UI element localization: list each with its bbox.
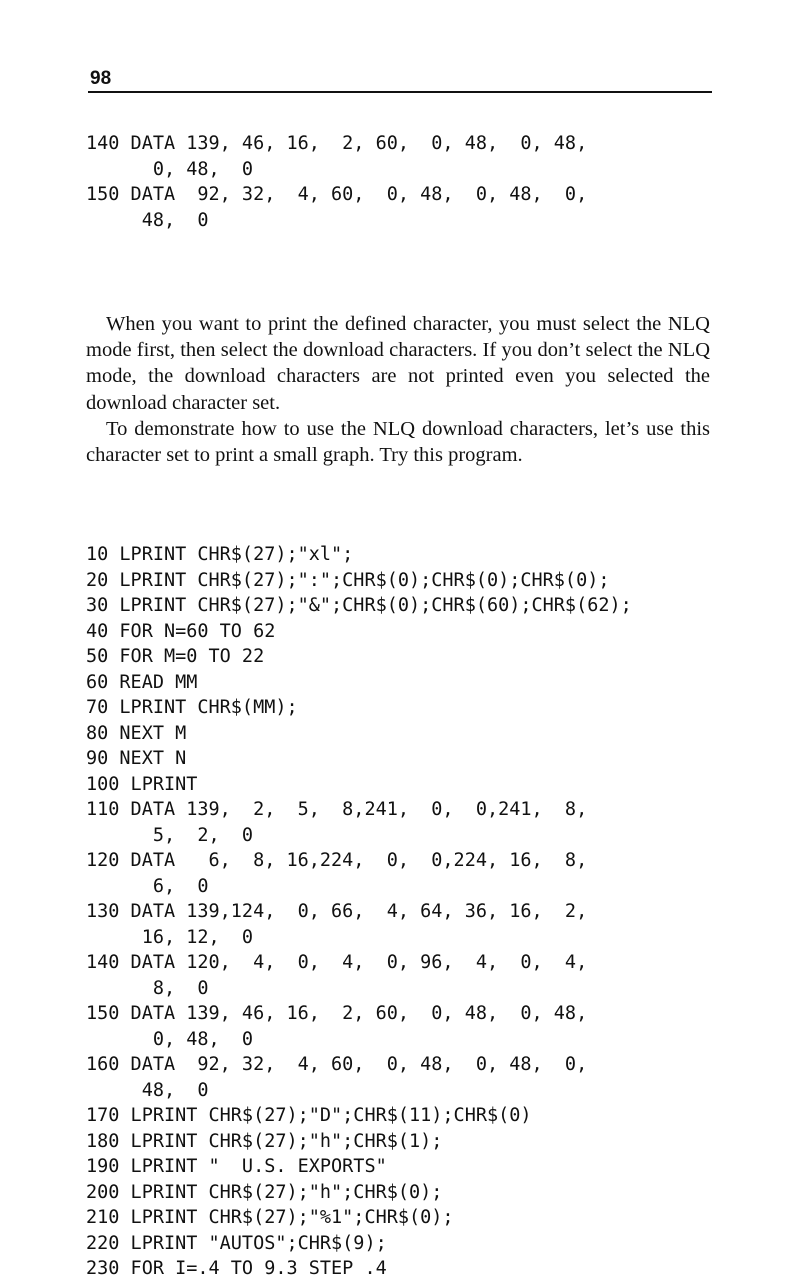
- header-rule: [88, 91, 712, 93]
- code-block-main: [86, 542, 632, 1282]
- code-line: 90 NEXT N: [86, 748, 187, 769]
- code-line: 220 LPRINT "AUTOS";CHR$(9);: [86, 1232, 387, 1254]
- paragraph: When you want to print the defined character, you must select the NLQ mode first, then select the download characters. If you don’t select the NLQ mode, the download characters are not printed even you selected the download character set.: [86, 313, 710, 414]
- code-line: 160 DATA 92, 32, 4, 60, 0, 48, 0, 48, 0,: [86, 1054, 588, 1075]
- code-line: 120 DATA 6, 8, 16,224, 0, 0,224, 16, 8,: [86, 850, 588, 871]
- code-line: 30 LPRINT CHR$(27);"&";CHR$(0);CHR$(60);CHR$(62);: [86, 595, 632, 616]
- code-line: 100 LPRINT: [86, 773, 198, 795]
- code-line: 170 LPRINT CHR$(27);"D";CHR$(11);CHR$(0): [86, 1105, 532, 1126]
- code-line: 180 LPRINT CHR$(27);"h";CHR$(1);: [86, 1130, 443, 1152]
- code-line: 80 NEXT M: [86, 722, 187, 744]
- code-line: 5, 2, 0: [86, 824, 254, 846]
- code-line: 130 DATA 139,124, 0, 66, 4, 64, 36, 16, 2,: [86, 901, 588, 922]
- code-line: 150 DATA 92, 32, 4, 60, 0, 48, 0, 48, 0,: [86, 184, 588, 205]
- code-line: 190 LPRINT " U.S. EXPORTS": [86, 1156, 387, 1177]
- code-line: 48, 0: [86, 209, 209, 231]
- code-line: 50 FOR M=0 TO 22: [86, 646, 265, 667]
- code-line: 140 DATA 120, 4, 0, 4, 0, 96, 4, 0, 4,: [86, 952, 588, 973]
- code-line: 0, 48, 0: [86, 158, 254, 180]
- code-line: 70 LPRINT CHR$(MM);: [86, 697, 298, 718]
- code-line: 0, 48, 0: [86, 1028, 254, 1050]
- code-line: 210 LPRINT CHR$(27);"%1";CHR$(0);: [86, 1207, 454, 1228]
- code-line: 140 DATA 139, 46, 16, 2, 60, 0, 48, 0, 48,: [86, 133, 588, 154]
- code-line: 150 DATA 139, 46, 16, 2, 60, 0, 48, 0, 48,: [86, 1003, 588, 1024]
- code-line: 60 READ MM: [86, 671, 198, 693]
- code-line: 8, 0: [86, 977, 209, 999]
- code-line: 48, 0: [86, 1079, 209, 1101]
- code-line: 16, 12, 0: [86, 926, 254, 948]
- code-line: 10 LPRINT CHR$(27);"xl";: [86, 544, 354, 565]
- paragraph: To demonstrate how to use the NLQ download characters, let’s use this character set to print a small graph. Try this program.: [86, 417, 710, 467]
- code-line: 230 FOR I=.4 TO 9.3 STEP .4: [86, 1258, 387, 1279]
- page-number: 98: [90, 68, 112, 89]
- code-line: 200 LPRINT CHR$(27);"h";CHR$(0);: [86, 1181, 443, 1203]
- body-text: [86, 311, 710, 468]
- code-line: 20 LPRINT CHR$(27);":";CHR$(0);CHR$(0);CHR$(0);: [86, 569, 610, 591]
- code-line: 6, 0: [86, 875, 209, 897]
- code-line: 110 DATA 139, 2, 5, 8,241, 0, 0,241, 8,: [86, 799, 588, 820]
- code-block-top: [86, 131, 587, 233]
- code-line: 40 FOR N=60 TO 62: [86, 620, 276, 642]
